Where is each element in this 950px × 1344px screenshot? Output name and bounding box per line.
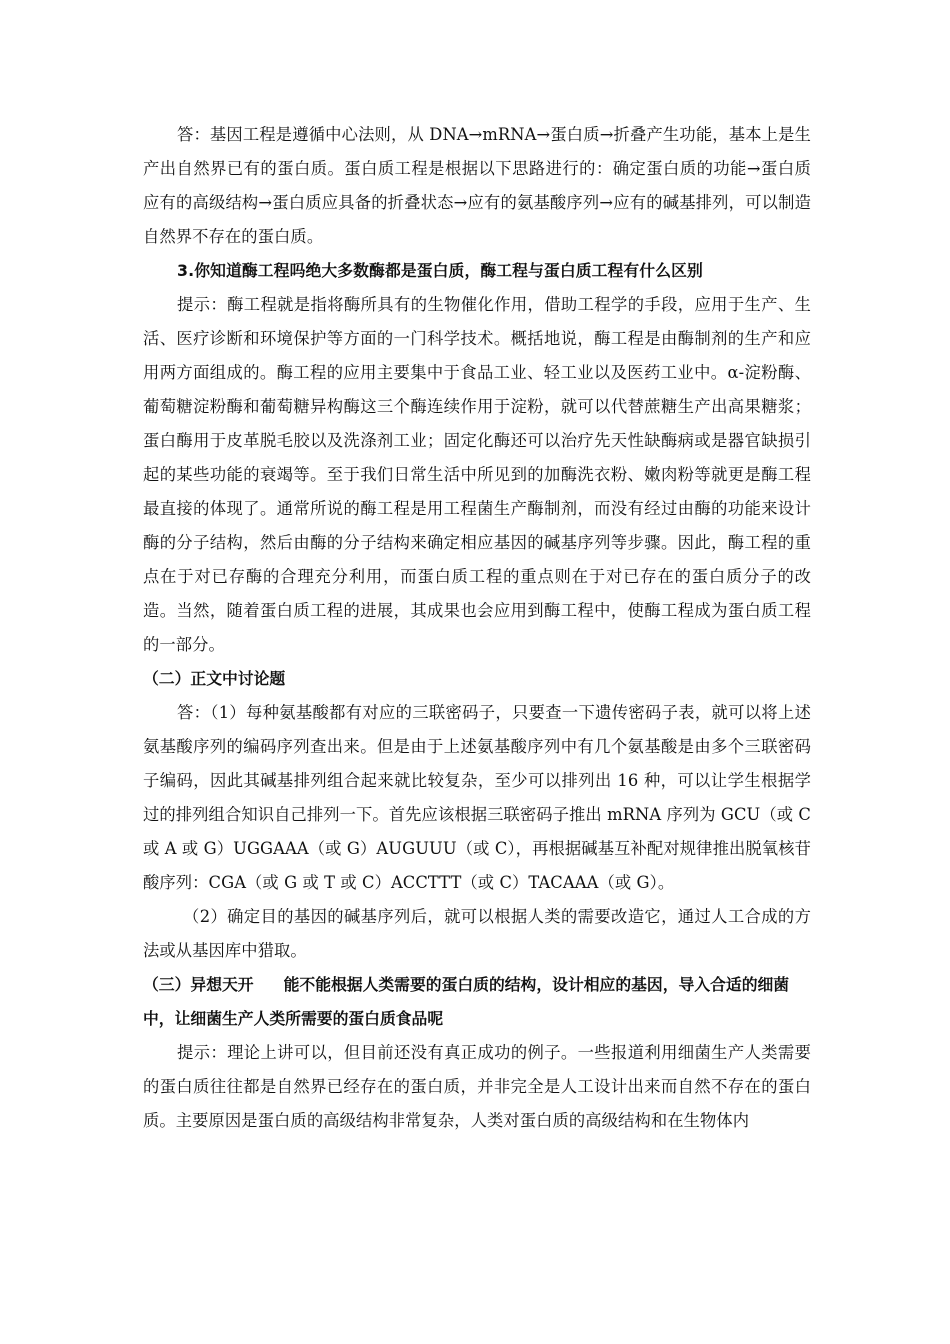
section-2-heading: （二）正文中讨论题 [143,669,286,688]
answer-paragraph-gene-engineering: 答：基因工程是遵循中心法则，从 DNA→mRNA→蛋白质→折叠产生功能，基本上是生产出自然界已有的蛋白质。蛋白质工程是根据以下思路进行的：确定蛋白质的功能→蛋白质应有的高级结构→蛋白质应具备的折叠状态→应有的氨基酸序列→应有的碱基排列，可以制造自然界不存在的蛋白质。 [143,125,811,246]
section-3-heading [143,968,811,1036]
section-3-label: （三）异想天开 [143,975,254,994]
section-3-question: 能不能根据人类需要的蛋白质的结构，设计相应的基因，导入合适的细菌中，让细菌生产人类所需要的蛋白质食品呢 [143,975,790,1028]
answer-paragraph-part-2: （2）确定目的基因的碱基序列后，就可以根据人类的需要改造它，通过人工合成的方法或从基因库中猎取。 [143,907,811,960]
document-page [143,118,811,1138]
question-3-heading: 3.你知道酶工程吗绝大多数酶都是蛋白质，酶工程与蛋白质工程有什么区别 [177,261,703,280]
hint-paragraph-enzyme-engineering: 提示：酶工程就是指将酶所具有的生物催化作用，借助工程学的手段，应用于生产、生活、医疗诊断和环境保护等方面的一门科学技术。概括地说，酶工程是由酶制剂的生产和应用两方面组成的。酶工程的应用主要集中于食品工业、轻工业以及医药工业中。α-淀粉酶、葡萄糖淀粉酶和葡萄糖异构酶这三个酶连续作用于淀粉，就可以代替蔗糖生产出高果糖浆；蛋白酶用于皮革脱毛胶以及洗涤剂工业；固定化酶还可以治疗先天性缺酶病或是器官缺损引起的某些功能的衰竭等。至于我们日常生活中所见到的加酶洗衣粉、嫩肉粉等就更是酶工程最直接的体现了。通常所说的酶工程是用工程菌生产酶制剂，而没有经过由酶的功能来设计酶的分子结构，然后由酶的分子结构来确定相应基因的碱基序列等步骤。因此，酶工程的重点在于对已存酶的合理充分利用，而蛋白质工程的重点则在于对已存在的蛋白质分子的改造。当然，随着蛋白质工程的进展，其成果也会应用到酶工程中，使酶工程成为蛋白质工程的一部分。 [143,295,811,654]
answer-paragraph-discussion: 答：（1）每种氨基酸都有对应的三联密码子，只要查一下遗传密码子表，就可以将上述氨基酸序列的编码序列查出来。但是由于上述氨基酸序列中有几个氨基酸是由多个三联密码子编码，因此其碱基排列组合起来就比较复杂，至少可以排列出 16 种，可以让学生根据学过的排列组合知识自己排列一下。首先应该根据三联密码子推出 mRNA 序列为 GCU（或 C 或 A 或 G）UGGAAA（或 G）AUGUUU（或 C），再根据碱基互补配对规律推出脱氧核苷酸序列：CGA（或 G 或 T 或 C）ACCTTT（或 C）TACAAA（或 G）。 [143,703,811,892]
hint-paragraph-bacteria: 提示：理论上讲可以，但目前还没有真正成功的例子。一些报道利用细菌生产人类需要的蛋白质往往都是自然界已经存在的蛋白质，并非完全是人工设计出来而自然不存在的蛋白质。主要原因是蛋白质的高级结构非常复杂，人类对蛋白质的高级结构和在生物体内 [143,1043,811,1130]
